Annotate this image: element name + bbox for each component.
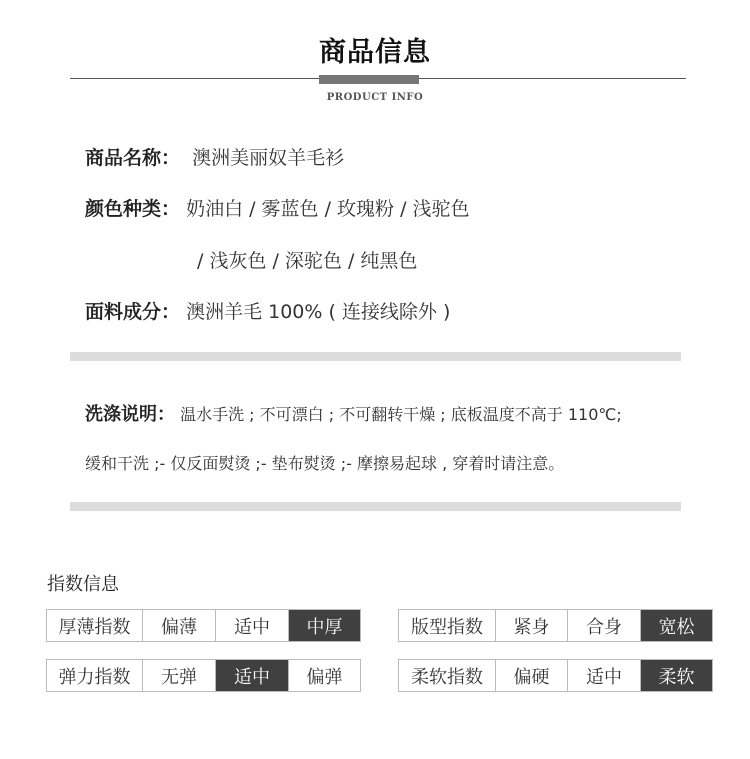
color-value-line2: / 浅灰色 / 深驼色 / 纯黑色 [197,250,418,272]
index-option: 适中 [216,610,289,641]
wash-line1: 温水手洗 ; 不可漂白 ; 不可翻转干燥 ; 底板温度不高于 110℃; [180,405,622,424]
index-option-selected: 中厚 [289,610,360,641]
fabric-label: 面料成分： [85,301,181,323]
index-title: 指数信息 [47,574,119,595]
fabric-row [85,297,450,324]
index-option: 合身 [568,610,641,641]
index-option: 偏薄 [143,610,216,641]
thickness-index-table [46,609,361,642]
section-separator [70,352,681,361]
title-accent-bar [319,75,419,84]
index-option: 紧身 [496,610,568,641]
product-name-row [85,143,344,170]
index-option-selected: 柔软 [641,660,712,691]
product-name-value: 澳洲美丽奴羊毛衫 [192,147,345,169]
wash-line2: 缓和干洗 ;- 仅反面熨烫 ;- 垫布熨烫 ;- 摩擦易起球 , 穿着时请注意。 [85,454,565,473]
index-label: 厚薄指数 [47,610,143,641]
index-option: 无弹 [143,660,216,691]
wash-label: 洗涤说明： [85,404,175,425]
elasticity-index-table [46,659,361,692]
product-name-label: 商品名称： [85,147,181,169]
index-option-selected: 宽松 [641,610,712,641]
wash-row-1 [85,400,622,426]
section-separator [70,502,681,511]
index-label: 版型指数 [399,610,496,641]
index-option: 偏弹 [306,666,343,688]
index-option-selected: 适中 [216,660,289,691]
color-label: 颜色种类： [85,198,181,220]
softness-index-table [398,659,713,692]
fabric-value: 澳洲羊毛 100% ( 连接线除外 ) [186,301,451,323]
page-title: 商品信息 [319,37,431,68]
page-subtitle: PRODUCT INFO [326,92,424,103]
fit-index-table [398,609,713,642]
index-label: 柔软指数 [399,660,496,691]
color-row [85,194,470,221]
index-label: 弹力指数 [47,660,143,691]
color-value-line1: 奶油白 / 雾蓝色 / 玫瑰粉 / 浅驼色 [186,198,470,220]
index-option: 适中 [568,660,641,691]
index-option: 偏硬 [496,660,568,691]
